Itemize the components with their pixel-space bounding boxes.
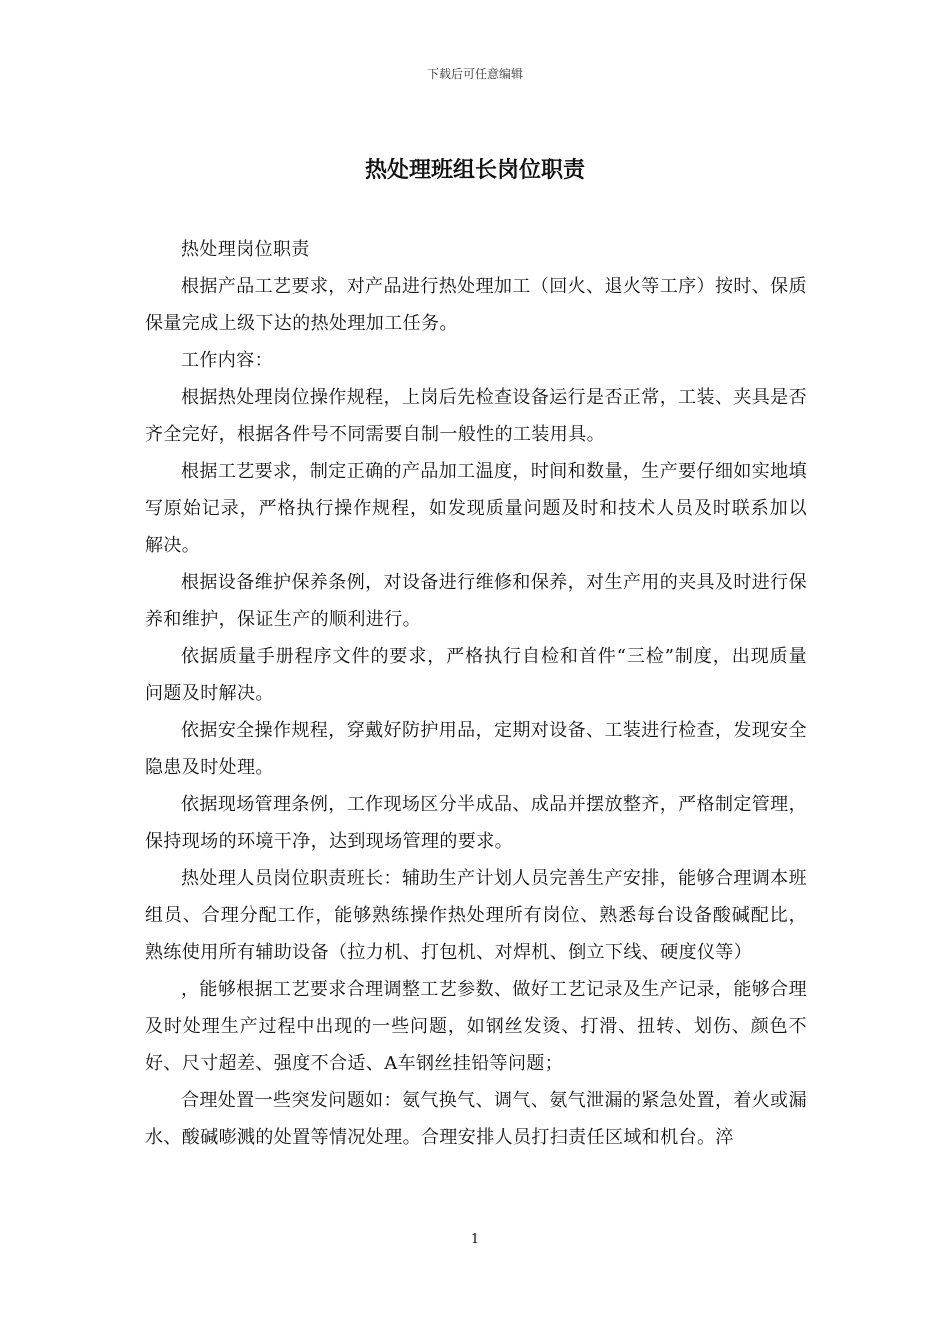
- document-title: 热处理班组长岗位职责: [364, 157, 585, 183]
- paragraph: ，能够根据工艺要求合理调整工艺参数、做好工艺记录及生产记录，能够合理及时处理生产过程中出现的一些问题，如钢丝发烫、打滑、扭转、划伤、颜色不好、尺寸超差、强度不合适、A车钢丝挂铅等问题；: [145, 979, 807, 1074]
- paragraph: 热处理人员岗位职责班长：辅助生产计划人员完善生产安排，能够合理调本班组员、合理分配工作，能够熟练操作热处理所有岗位、熟悉每台设备酸碱配比，熟练使用所有辅助设备（拉力机、打包机、对焊机、倒立下线、硬度仪等）: [145, 868, 807, 963]
- paragraph: 根据设备维护保养条例，对设备进行维修和保养，对生产用的夹具及时进行保养和维护，保证生产的顺利进行。: [145, 572, 807, 630]
- document-body: [145, 231, 807, 1156]
- paragraph: 根据工艺要求，制定正确的产品加工温度，时间和数量，生产要仔细如实地填写原始记录，严格执行操作规程，如发现质量问题及时和技术人员及时联系加以解决。: [145, 461, 807, 556]
- paragraph: 依据安全操作规程，穿戴好防护用品，定期对设备、工装进行检查，发现安全隐患及时处理。: [145, 720, 807, 778]
- paragraph: 根据热处理岗位操作规程，上岗后先检查设备运行是否正常，工装、夹具是否齐全完好，根据各件号不同需要自制一般性的工装用具。: [145, 387, 807, 445]
- paragraph: 依据质量手册程序文件的要求，严格执行自检和首件“三检”制度，出现质量问题及时解决。: [145, 646, 807, 704]
- paragraph: 合理处置一些突发问题如：氨气换气、调气、氨气泄漏的紧急处置，着火或漏水、酸碱嘭溅的处置等情况处理。合理安排人员打扫责任区域和机台。淬: [145, 1090, 807, 1148]
- page-number: 1: [470, 1232, 480, 1247]
- paragraph: 根据产品工艺要求，对产品进行热处理加工（回火、退火等工序）按时、保质保量完成上级下达的热处理加工任务。: [145, 276, 807, 334]
- paragraph: 依据现场管理条例，工作现场区分半成品、成品并摆放整齐，严格制定管理，保持现场的环境干净，达到现场管理的要求。: [145, 794, 807, 852]
- paragraph-work-content-heading: 工作内容：: [181, 350, 273, 371]
- paragraph-section-heading: 热处理岗位职责: [181, 239, 310, 260]
- page-header: 下载后可任意编辑: [426, 67, 523, 81]
